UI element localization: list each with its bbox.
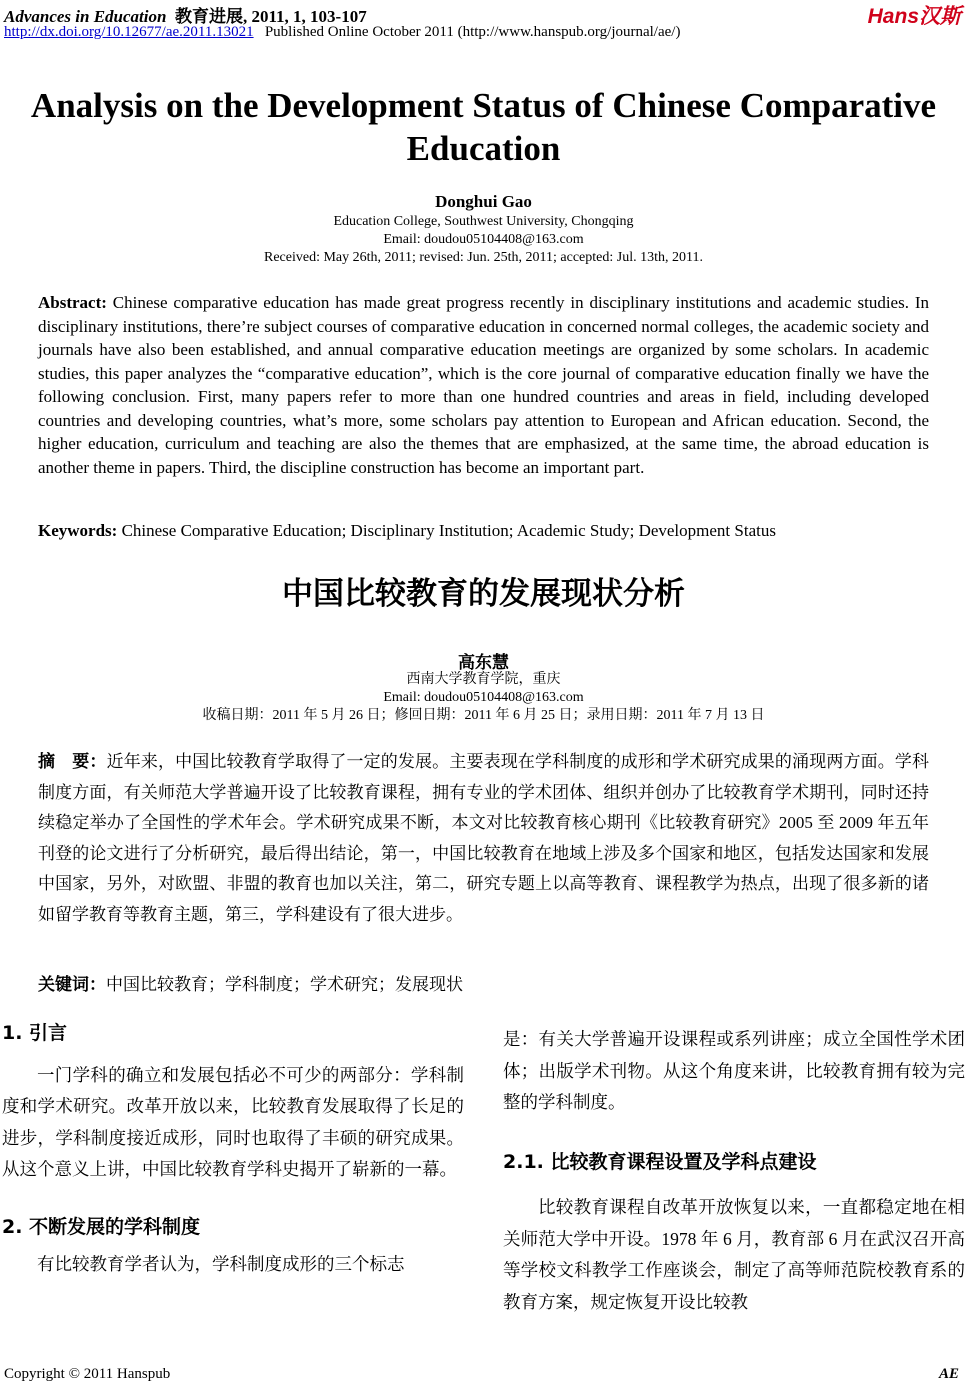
left-column — [2, 1018, 464, 1281]
cn-keywords-text: 中国比较教育；学科制度；学术研究；发展现状 — [106, 975, 463, 994]
cn-keywords-label: 关键词： — [38, 975, 106, 995]
cn-title: 中国比较教育的发展现状分析 — [282, 576, 685, 612]
journal-abbreviation: AE — [938, 1366, 959, 1382]
published-info: Published Online October 2011 (http://www.hanspub.org/journal/ae/) — [264, 24, 681, 40]
author: Donghui Gao — [435, 192, 532, 211]
keywords-label: Keywords: — [38, 521, 118, 540]
paper-title: Analysis on the Development Status of Chinese Comparative Education — [30, 86, 937, 168]
cn-author: 高东慧 — [458, 653, 509, 673]
section-1-heading: 1. 引言 — [2, 1022, 68, 1044]
dates: Received: May 26th, 2011; revised: Jun. 25th, 2011; accepted: Jul. 13th, 2011. — [264, 250, 703, 265]
cn-dates: 收稿日期：2011 年 5 月 26 日；修回日期：2011 年 6 月 25 日；录用日期：2011 年 7 月 13 日 — [202, 708, 765, 723]
cn-affiliation-block — [0, 671, 967, 725]
doi-line — [4, 24, 680, 41]
cn-abstract — [38, 747, 929, 930]
email: Email: doudou05104408@163.com — [383, 232, 584, 247]
journal-name: Advances in Education — [4, 7, 167, 26]
keywords-text: Chinese Comparative Education; Disciplinary Institution; Academic Study; Development Status — [121, 521, 776, 540]
abstract-label: Abstract: — [38, 293, 107, 312]
keywords — [38, 521, 929, 541]
cn-email: Email: doudou05104408@163.com — [383, 690, 584, 705]
hans-logo: Hans汉斯 — [867, 5, 961, 28]
journal-issue: 教育进展, 2011, 1, 103-107 — [174, 7, 367, 26]
cn-abstract-text: 近年来，中国比较教育学取得了一定的发展。主要表现在学科制度的成形和学术研究成果的涌现两方面。学科制度方面，有关师范大学普遍开设了比较教育课程，拥有专业的学术团体、组织并创办了比较教育学术期刊，同时还持续稳定举办了全国性的学术年会。学术研究成果不断，本文对比较教育核心期刊《比较教育研究》2005 至 2009 年五年刊登的论文进行了分析研究，最后得出结论，第一，中国比较教育在地域上涉及多个国家和地区，包括发达国家和发展中国家，另外，对欧盟、非盟的教育也加以关注，第二，研究专题上以高等教育、课程教学为热点，出现了很多新的诸如留学教育等教育主题，第三，学科建设有了很大进步。 — [38, 752, 930, 924]
doi-link[interactable]: http://dx.doi.org/10.12677/ae.2011.13021 — [4, 24, 254, 40]
section-2-1-heading: 2.1. 比较教育课程设置及学科点建设 — [503, 1150, 817, 1173]
section-2-paragraph-continued: 是：有关大学普遍开设课程或系列讲座；成立全国性学术团体；出版学术刊物。从这个角度来讲，比较教育拥有较为完整的学科制度。 — [503, 1029, 965, 1112]
affiliation: Education College, Southwest University, Chongqing — [333, 214, 634, 229]
abstract — [38, 291, 929, 479]
section-1-paragraph: 一门学科的确立和发展包括必不可少的两部分：学科制度和学术研究。改革开放以来，比较教育发展取得了长足的进步，学科制度接近成形，同时也取得了丰硕的研究成果。从这个意义上讲，中国比较教育学科史揭开了崭新的一幕。 — [2, 1064, 464, 1179]
section-2-1-paragraph: 比较教育课程自改革开放恢复以来，一直都稳定地在相关师范大学中开设。1978 年 6 月，教育部 6 月在武汉召开高等学校文科教学工作座谈会，制定了高等师范院校教育系的教育方案，规定恢复开设比较教 — [503, 1197, 965, 1312]
cn-affiliation: 西南大学教育学院，重庆 — [406, 672, 561, 687]
affiliation-block — [0, 213, 967, 267]
copyright: Copyright © 2011 Hanspub — [4, 1366, 171, 1382]
section-2-paragraph: 有比较教育学者认为，学科制度成形的三个标志 — [37, 1254, 405, 1274]
cn-keywords — [38, 970, 463, 995]
cn-abstract-label: 摘 要： — [38, 752, 107, 771]
abstract-text: Chinese comparative education has made great progress recently in disciplinary institutions and academic studies. In disciplinary institutions, there’re subject courses of comparative education in concerned normal colleges, the academic society and journals have also been established, and annual comparative education meetings are organized by some scholars. In academic studies, this paper analyzes the “comparative education”, which is the core journal of comparative education finally we have the following conclusion. First, many papers refer to more than one hundred countries and areas in field, including developed countries and developing countries, what’s more, some scholars pay attention to European and African education. Second, the higher education, curriculum and teaching are also the themes that are emphasized, at the same time, the abroad education is another theme in papers. Third, the discipline construction has become an important part. — [38, 293, 929, 477]
section-2-heading: 2. 不断发展的学科制度 — [2, 1215, 201, 1238]
right-column — [503, 1024, 965, 1318]
